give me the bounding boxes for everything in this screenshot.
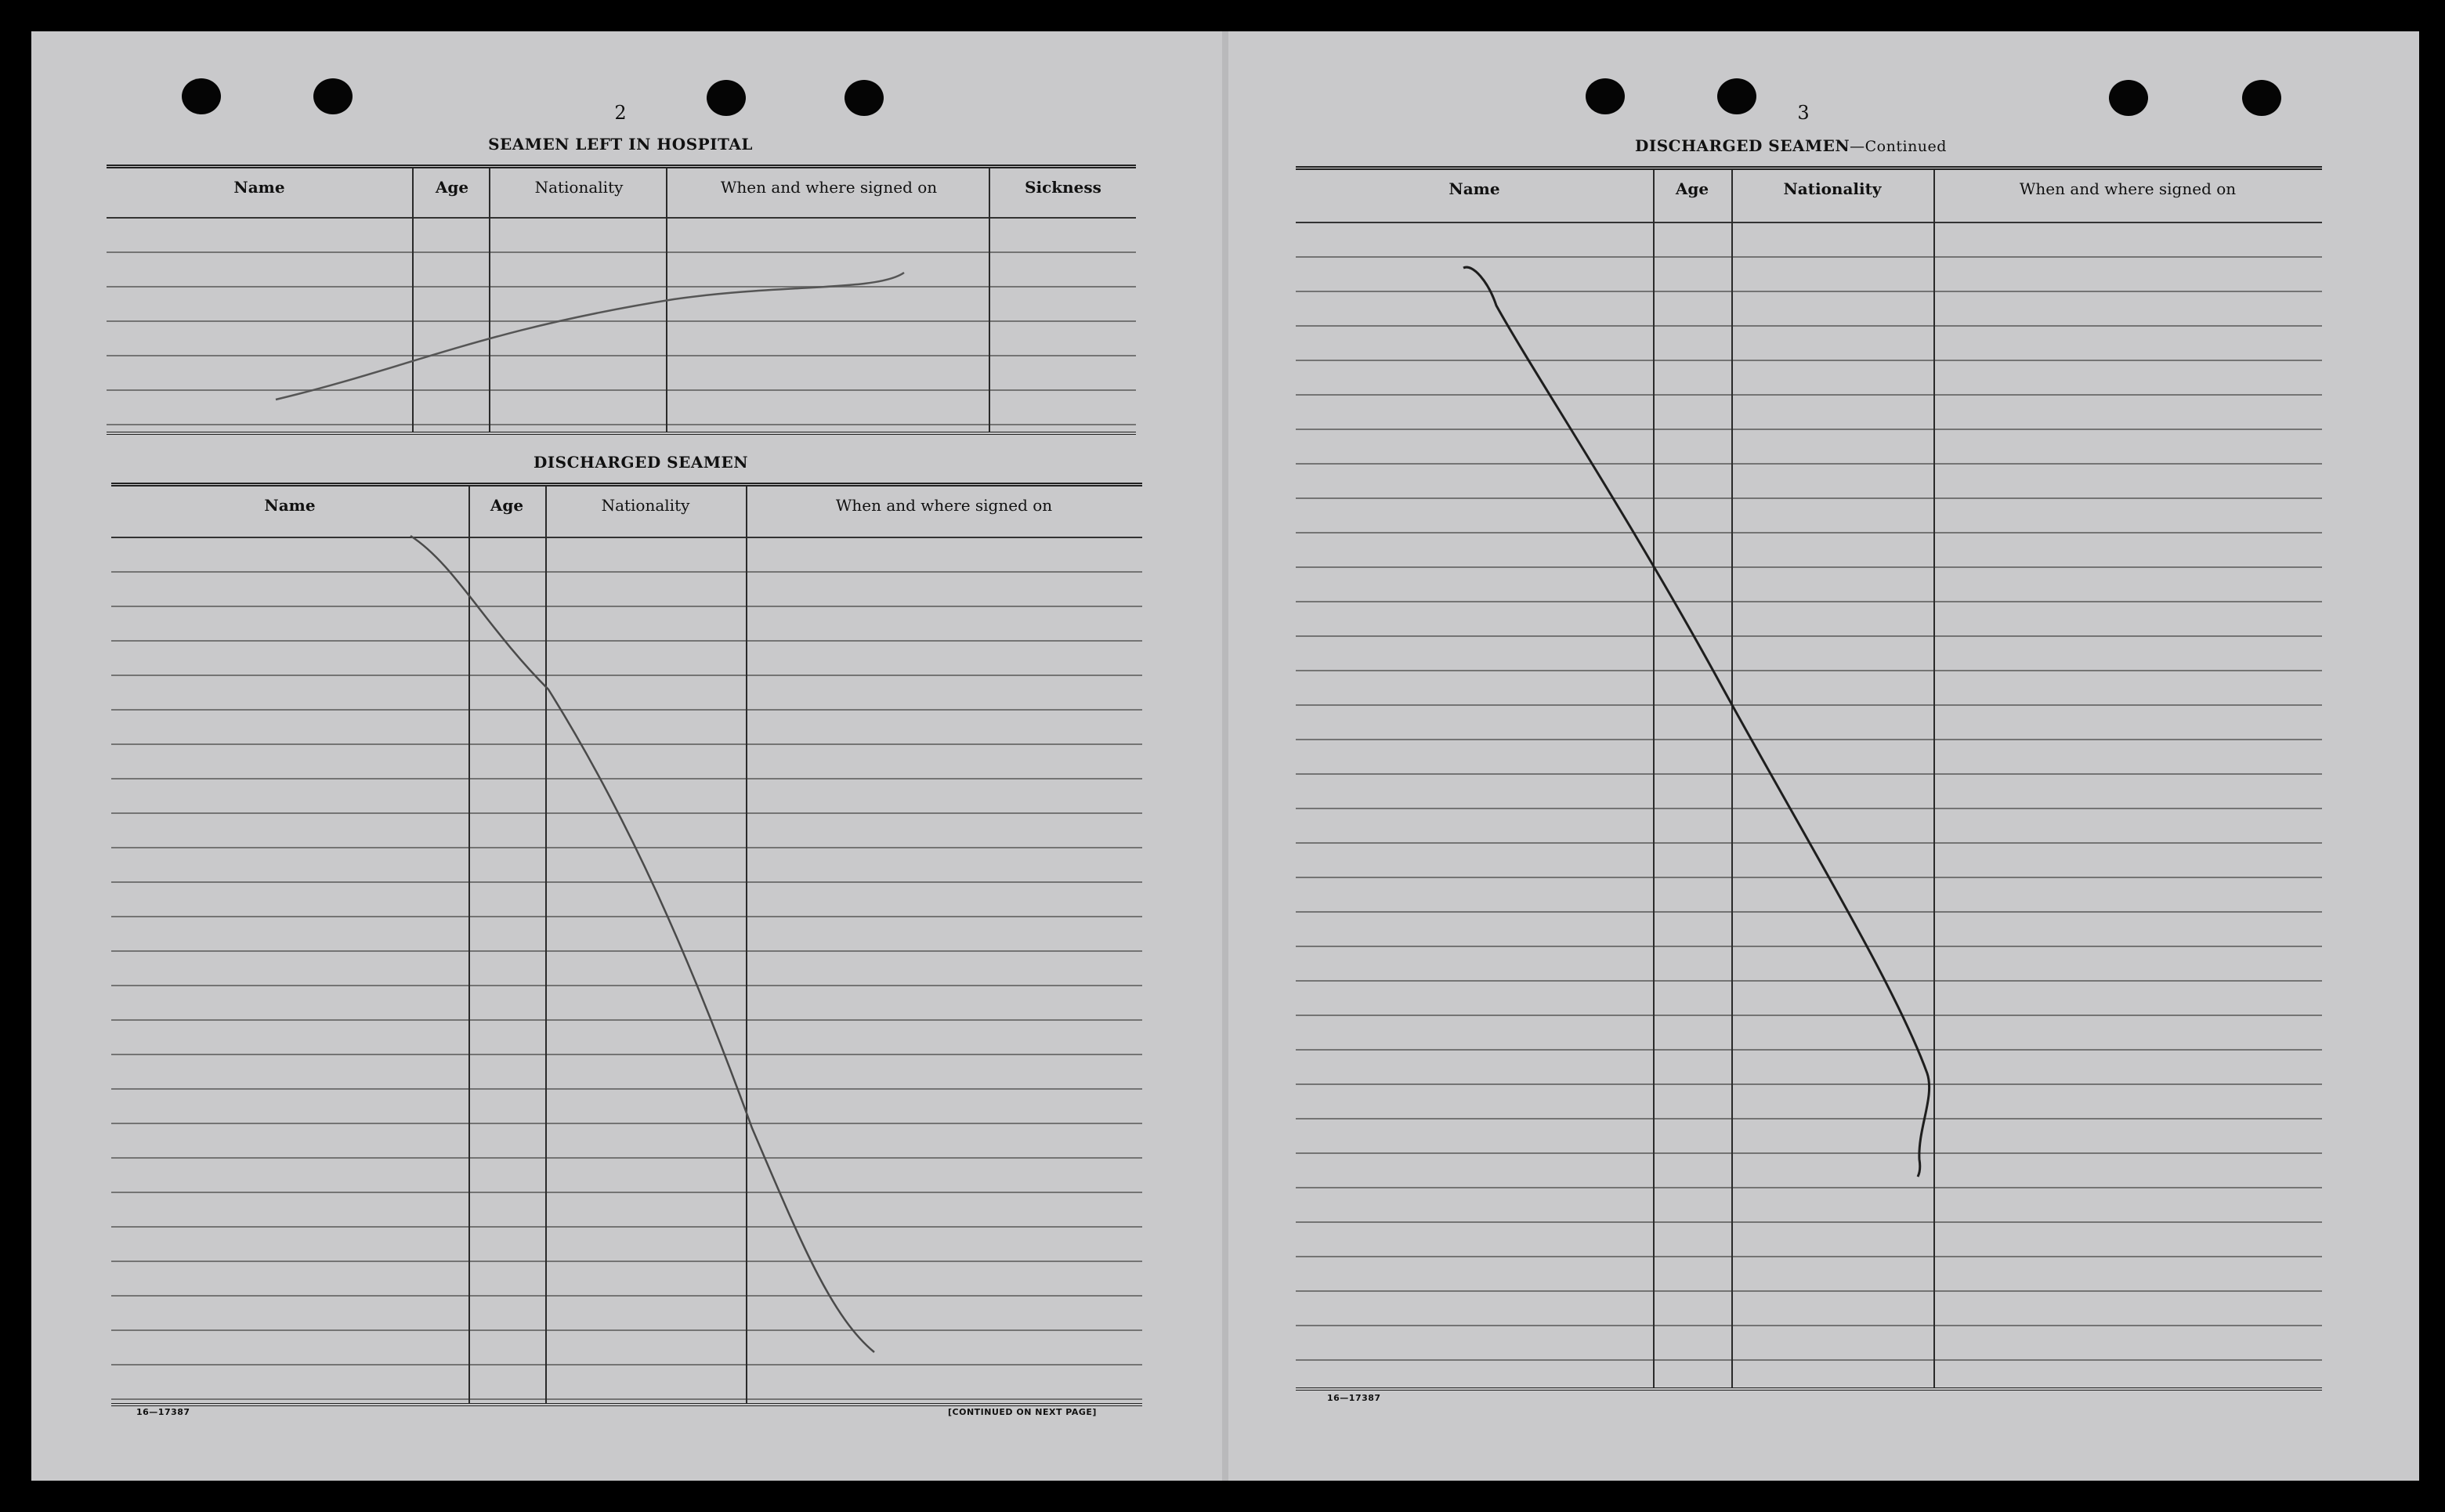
column-header-age: Age [435, 178, 469, 197]
column-header-age: Age [1675, 179, 1709, 198]
page-number: 3 [1797, 102, 1810, 124]
column-header-sickness: Sickness [1025, 178, 1101, 197]
section-title-discharged: DISCHARGED SEAMEN [533, 453, 749, 472]
discharged-cancel-stroke [411, 536, 874, 1352]
column-header-nationality: Nationality [534, 178, 624, 197]
section-title-suffix: —Continued [1850, 138, 1947, 155]
section-title-text: DISCHARGED SEAMEN [1635, 136, 1850, 155]
column-header-signed-on: When and where signed on [835, 496, 1053, 515]
column-header-name: Name [233, 178, 285, 197]
column-header-nationality: Nationality [1783, 179, 1882, 198]
page-number: 2 [614, 102, 627, 124]
column-header-signed-on: When and where signed on [720, 178, 938, 197]
column-header-nationality: Nationality [601, 496, 690, 515]
column-header-signed-on: When and where signed on [2019, 179, 2237, 198]
column-header-name: Name [1449, 179, 1500, 198]
form-number: 16—17387 [136, 1407, 190, 1417]
hospital-cancel-stroke [276, 273, 904, 400]
discharged-continued-cancel-stroke [1463, 267, 1930, 1177]
continued-note: [CONTINUED ON NEXT PAGE] [948, 1407, 1097, 1417]
column-header-name: Name [264, 496, 316, 515]
section-title-hospital: SEAMEN LEFT IN HOSPITAL [488, 135, 753, 154]
column-header-age: Age [490, 496, 524, 515]
form-number: 16—17387 [1327, 1393, 1381, 1403]
